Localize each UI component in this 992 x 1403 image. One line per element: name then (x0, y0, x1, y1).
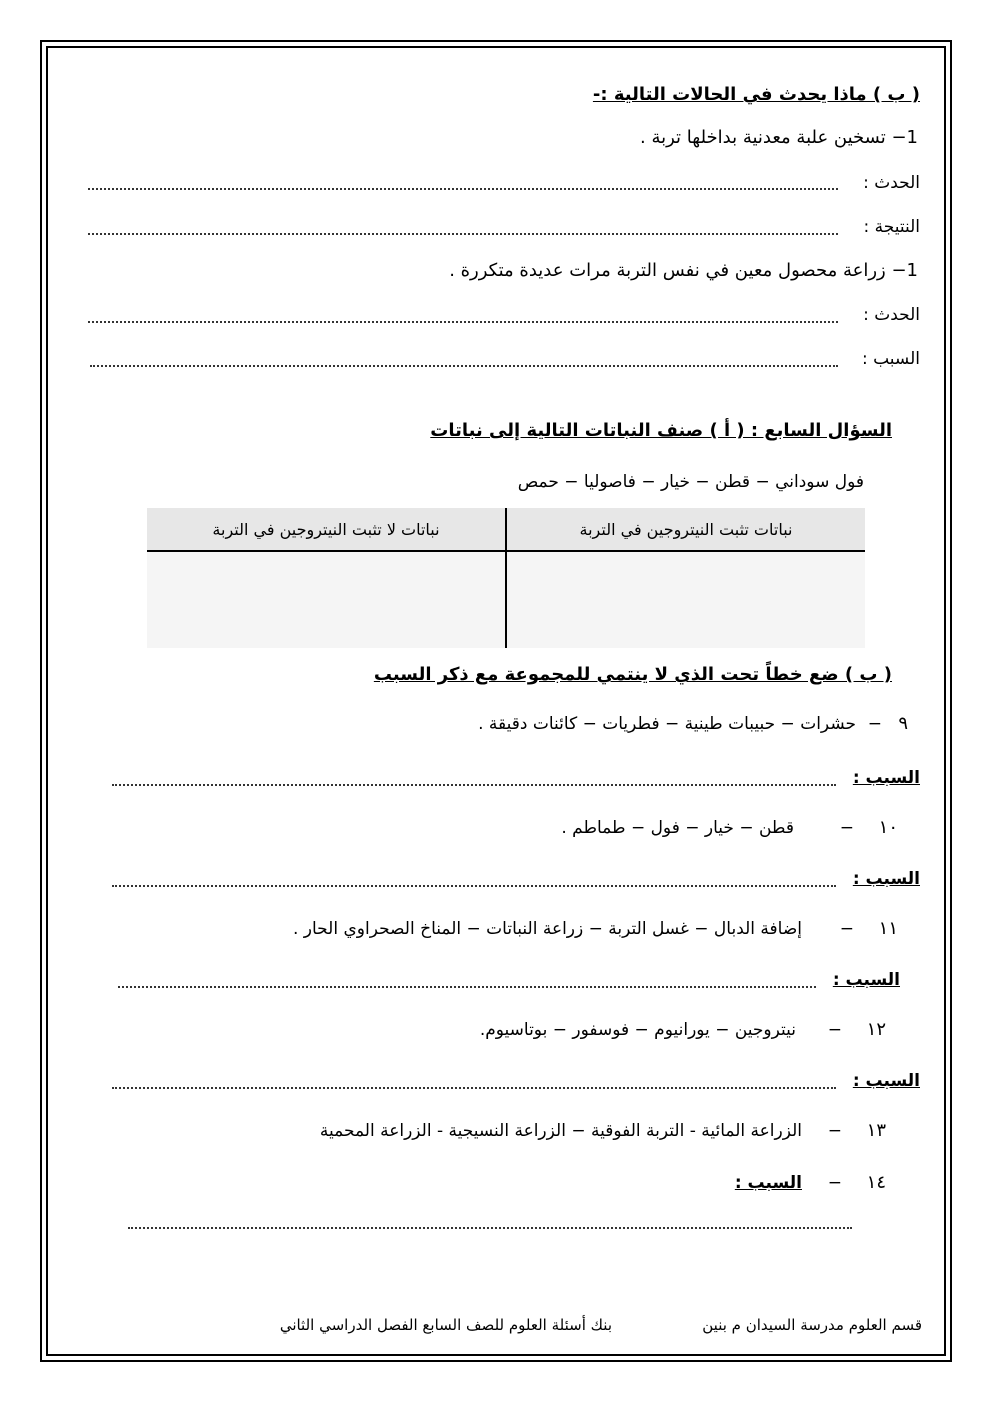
question-7-plants: فول سوداني − قطن − خيار − فاصوليا − حمص (517, 472, 864, 492)
question-7b-title: ( ب ) ضع خطاً تحت الذي لا ينتمي للمجموعة مع ذكر السبب (373, 664, 892, 685)
answer-line[interactable] (112, 1087, 836, 1089)
table-cell-non-fixing[interactable] (147, 551, 506, 648)
item-b2-text: 1− زراعة محصول معين في نفس التربة مرات عديدة متكررة . (449, 260, 918, 281)
group-dash: − (827, 1121, 842, 1141)
answer-line[interactable] (88, 321, 838, 323)
group-dash: − (839, 818, 854, 838)
answer-line[interactable] (90, 365, 838, 367)
group-items: قطن − خيار − فول − طماطم . (561, 818, 794, 838)
question-7-title: السؤال السابع : ( أ ) صنف النباتات التالية إلى نباتات (430, 420, 892, 441)
item-b1-result-label: النتيجة : (863, 217, 920, 237)
group-number: ١٤ (866, 1172, 886, 1193)
group-items: نيتروجين − يورانيوم − فوسفور − بوتاسيوم. (479, 1020, 796, 1040)
reason-label: السبب : (852, 1071, 920, 1091)
answer-line[interactable] (88, 233, 838, 235)
table-cell-fixing[interactable] (506, 551, 865, 648)
reason-label: السبب : (852, 768, 920, 788)
answer-line[interactable] (112, 885, 836, 887)
group-dash: − (827, 1020, 842, 1040)
footer-department: قسم العلوم مدرسة السيدان م بنين (702, 1316, 922, 1334)
group-items: الزراعة المائية - التربة الفوقية − الزراعة النسيجية - الزراعة المحمية (319, 1121, 802, 1141)
answer-line[interactable] (112, 784, 836, 786)
reason-label: السبب : (852, 869, 920, 889)
reason-label: السبب : (832, 970, 900, 990)
item-b2-reason-label: السبب : (861, 349, 920, 369)
answer-line[interactable] (118, 986, 816, 988)
table-header-non-fixing: نباتات لا تثبت النيتروجين في التربة (147, 508, 506, 551)
group-dash: − (827, 1173, 842, 1193)
group-number: ١٣ (866, 1120, 886, 1141)
group-items: إضافة الدبال − غسل التربة − زراعة النباتات − المناخ الصحراوي الحار . (292, 919, 802, 939)
group-dash: − (867, 714, 882, 734)
item-b1-event-label: الحدث : (863, 173, 920, 193)
footer-bank-title: بنك أسئلة العلوم للصف السابع الفصل الدراسي الثاني (279, 1316, 612, 1334)
group-dash: − (839, 919, 854, 939)
classification-table (147, 508, 865, 648)
page-border-inner (46, 46, 946, 1356)
item-b1-text: 1− تسخين علبة معدنية بداخلها تربة . (640, 127, 918, 148)
group-number: ١١ (878, 918, 898, 939)
answer-line[interactable] (88, 188, 838, 190)
table-header-fixing: نباتات تثبت النيتروجين في التربة (506, 508, 865, 551)
answer-line[interactable] (128, 1227, 852, 1229)
section-b-title: ( ب ) ماذا يحدث في الحالات التالية :- (592, 84, 920, 105)
reason-label: السبب : (734, 1173, 802, 1193)
item-b2-event-label: الحدث : (863, 305, 920, 325)
group-items: حشرات − حبيبات طينية − فطريات − كائنات دقيقة . (478, 714, 856, 734)
group-number: ١٢ (866, 1019, 886, 1040)
group-number: ٩ (898, 713, 908, 734)
group-number: ١٠ (878, 817, 898, 838)
